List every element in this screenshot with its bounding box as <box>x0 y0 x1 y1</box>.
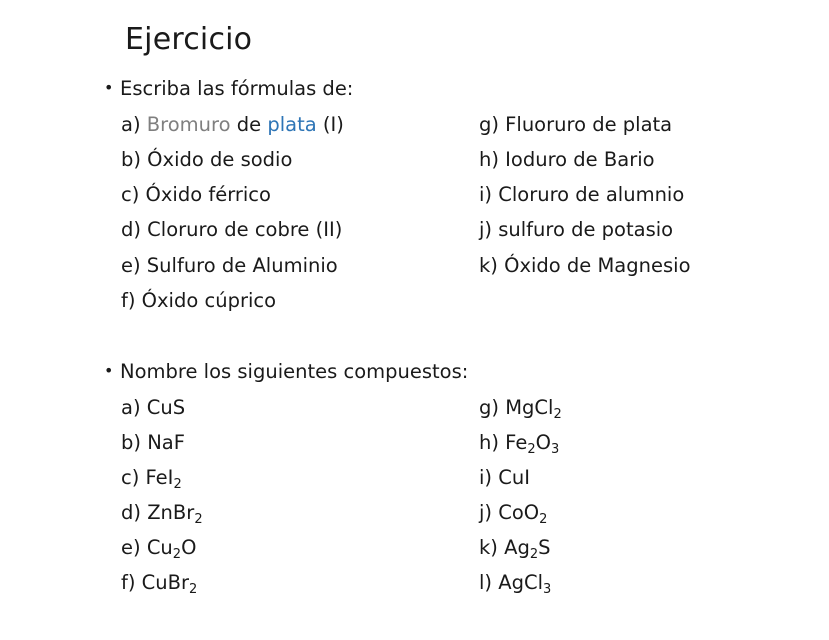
s2-item-k-element1: Ag <box>504 536 530 559</box>
s2-item-j-element: CoO <box>498 501 540 524</box>
s1-item-a-suffix: (I) <box>316 113 344 136</box>
s2-item-l-prefix: l) <box>479 571 499 594</box>
s1-item-a <box>121 113 344 136</box>
s1-item-k: k) Óxido de Magnesio <box>479 254 691 277</box>
s2-item-c <box>121 466 182 492</box>
s2-item-g-prefix: g) <box>479 396 506 419</box>
s2-item-a-prefix: a) <box>121 396 147 419</box>
s2-item-f-element: CuBr <box>141 571 190 594</box>
section1-heading: Escriba las fórmulas de: <box>120 77 354 100</box>
s1-item-a-plata: plata <box>267 113 317 136</box>
s2-item-e-subscript: 2 <box>172 547 182 562</box>
s2-item-e-element2: O <box>181 536 197 559</box>
s2-item-a <box>121 396 185 419</box>
s2-item-c-subscript: 2 <box>173 477 182 492</box>
s1-item-h: h) Ioduro de Bario <box>479 148 655 171</box>
s2-item-d-element: ZnBr <box>147 501 195 524</box>
s2-item-h-element2: O <box>535 431 551 454</box>
s2-item-h <box>479 431 560 457</box>
s2-item-h-subscript1: 2 <box>527 442 536 457</box>
section2-heading-line <box>104 360 468 383</box>
s2-item-j-prefix: j) <box>479 501 499 524</box>
s2-item-e-prefix: e) <box>121 536 147 559</box>
s2-item-h-subscript2: 3 <box>550 442 560 457</box>
s2-item-j <box>479 501 548 527</box>
s2-item-e-element1: Cu <box>146 536 173 559</box>
s2-item-l <box>479 571 552 597</box>
s2-item-b-formula: NaF <box>147 431 185 454</box>
s2-item-h-element1: Fe <box>505 431 528 454</box>
s2-item-l-element: AgCl <box>498 571 543 594</box>
s2-item-d <box>121 501 203 527</box>
s2-item-g-subscript: 2 <box>553 407 562 422</box>
s2-item-i <box>479 466 530 489</box>
s1-item-a-prefix: a) <box>121 113 147 136</box>
bullet-icon: • <box>104 78 114 97</box>
s2-item-c-element: FeI <box>145 466 174 489</box>
s2-item-l-subscript: 3 <box>543 582 552 597</box>
section2-heading: Nombre los siguientes compuestos: <box>120 360 469 383</box>
s2-item-f-subscript: 2 <box>189 582 198 597</box>
s1-item-j: j) sulfuro de potasio <box>479 218 674 241</box>
s2-item-k <box>479 536 551 562</box>
s1-item-a-de: de <box>230 113 268 136</box>
s2-item-f <box>121 571 198 597</box>
s1-item-i: i) Cloruro de alumnio <box>479 183 685 206</box>
s2-item-a-formula: CuS <box>146 396 186 419</box>
slide-title: Ejercicio <box>125 22 253 57</box>
s2-item-i-formula: CuI <box>498 466 530 489</box>
s1-item-b: b) Óxido de sodio <box>121 148 293 171</box>
s2-item-h-prefix: h) <box>479 431 506 454</box>
s1-item-a-bromuro: Bromuro <box>146 113 231 136</box>
s2-item-j-subscript: 2 <box>539 512 548 527</box>
bullet-icon: • <box>104 361 114 380</box>
s1-item-c: c) Óxido férrico <box>121 183 271 206</box>
s2-item-f-prefix: f) <box>121 571 142 594</box>
section1-heading-line <box>104 77 353 100</box>
s1-item-f: f) Óxido cúprico <box>121 289 277 312</box>
s2-item-k-element2: S <box>538 536 551 559</box>
s1-item-g: g) Fluoruro de plata <box>479 113 673 136</box>
s2-item-i-prefix: i) <box>479 466 499 489</box>
s2-item-d-prefix: d) <box>121 501 148 524</box>
s2-item-k-subscript: 2 <box>529 547 539 562</box>
s2-item-g-element: MgCl <box>505 396 554 419</box>
s2-item-c-prefix: c) <box>121 466 146 489</box>
s2-item-b <box>121 431 185 454</box>
s1-item-d: d) Cloruro de cobre (II) <box>121 218 343 241</box>
s2-item-d-subscript: 2 <box>194 512 203 527</box>
s2-item-e <box>121 536 197 562</box>
s1-item-e: e) Sulfuro de Aluminio <box>121 254 338 277</box>
s2-item-k-prefix: k) <box>479 536 505 559</box>
s2-item-g <box>479 396 562 422</box>
s2-item-b-prefix: b) <box>121 431 148 454</box>
